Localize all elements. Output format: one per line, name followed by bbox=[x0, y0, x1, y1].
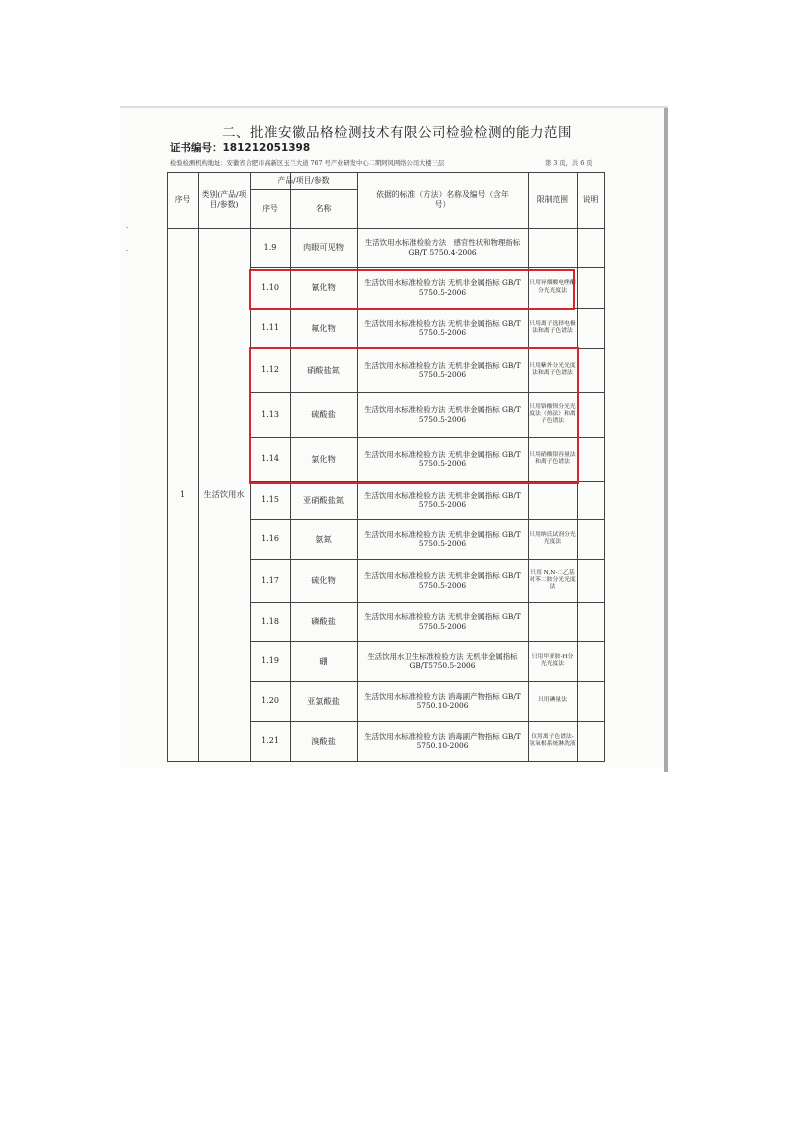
row-standard: 生活饮用水标准检验方法 消毒副产物指标 GB/T 5750.10-2006 bbox=[364, 691, 521, 710]
document-title: 二、批准安徽品格检测技术有限公司检验检测的能力范围 bbox=[222, 125, 572, 141]
row-no: 1.18 bbox=[261, 616, 279, 626]
row-limit: 只用紫外分光光度法和离子色谱法 bbox=[529, 362, 576, 376]
row-no: 1.21 bbox=[261, 736, 279, 745]
row-standard: 生活饮用水标准检验方法 无机非金属指标 GB/T 5750.5-2006 bbox=[364, 571, 521, 590]
group-category: 生活饮用水 bbox=[203, 489, 245, 500]
header-category: 类别(产品/项目/参数) bbox=[201, 190, 247, 209]
row-limit: 只用 N,N-二乙基对苯二胺分光光度法 bbox=[529, 569, 576, 591]
row-limit: 只用铬酸钡分光光度法（热法）和离子色谱法 bbox=[529, 403, 576, 425]
row-standard: 生活饮用水标准检验方法 无机非金属指标 GB/T 5750.5-2006 bbox=[364, 278, 521, 297]
row-limit: 仅用离子色谱法-氢氧根系统淋洗液 bbox=[529, 733, 576, 747]
row-name: 硝酸盐氮 bbox=[307, 364, 340, 375]
row-standard: 生活饮用水标准检验方法 无机非金属指标 GB/T 5750.5-2006 bbox=[364, 318, 521, 337]
scan-speck bbox=[126, 227, 128, 228]
row-name: 磷酸盐 bbox=[311, 616, 336, 627]
row-limit bbox=[529, 481, 576, 519]
row-limit: 只用碘量法 bbox=[538, 697, 567, 704]
row-no: 1.19 bbox=[261, 656, 279, 665]
header-group: 产品/项目/参数 bbox=[277, 175, 330, 185]
group-seq: 1 bbox=[179, 489, 186, 499]
row-name: 氯化物 bbox=[311, 453, 336, 464]
row-standard: 生活饮用水标准检验方法 无机非金属指标 GB/T 5750.5-2006 bbox=[364, 360, 521, 379]
row-standard: 生活饮用水标准检验方法 无机非金属指标 GB/T 5750.5-2006 bbox=[364, 529, 521, 548]
row-no: 1.11 bbox=[261, 323, 279, 332]
row-no: 1.12 bbox=[261, 365, 279, 374]
row-name: 肉眼可见物 bbox=[303, 242, 344, 253]
row-name: 硼 bbox=[319, 655, 328, 666]
lab-address: 检验检测机构地址：安徽省合肥市高新区玉兰大道 767 号产业研发中心二期阿风网络公司大楼三层 bbox=[170, 160, 445, 167]
highlight-box-cyanide bbox=[249, 269, 575, 310]
page-number: 第 3 页，共 6 页 bbox=[545, 160, 593, 167]
row-standard: 生活饮用水标准检验方法 无机非金属指标 GB/T 5750.5-2006 bbox=[364, 405, 521, 424]
row-no: 1.20 bbox=[261, 696, 279, 705]
row-no: 1.16 bbox=[261, 534, 279, 543]
highlight-box-nitrate-sulfate-chloride bbox=[249, 347, 579, 484]
certificate-number: 证书编号：181212051398 bbox=[170, 142, 311, 154]
row-standard: 生活饮用水标准检验方法 无机非金属指标 GB/T 5750.5-2006 bbox=[364, 449, 521, 468]
header-seq: 序号 bbox=[174, 195, 191, 205]
row-name: 氰化物 bbox=[311, 282, 336, 293]
header-note: 说明 bbox=[582, 195, 599, 205]
header-limit: 限制范围 bbox=[536, 195, 569, 205]
row-no: 1.14 bbox=[261, 454, 279, 463]
row-name: 亚氯酸盐 bbox=[307, 695, 340, 706]
row-limit bbox=[529, 602, 576, 641]
page-right-edge bbox=[664, 108, 668, 772]
scan-speck bbox=[126, 250, 128, 251]
row-no: 1.15 bbox=[261, 495, 279, 504]
row-standard: 生活饮用水标准检验方法 无机非金属指标 GB/T 5750.5-2006 bbox=[364, 612, 521, 631]
row-name: 硫酸盐 bbox=[311, 409, 336, 420]
row-no: 1.9 bbox=[263, 242, 277, 252]
row-limit: 只用甲亚胺-H分光光度法 bbox=[531, 653, 574, 667]
row-name: 亚硝酸盐氮 bbox=[303, 494, 344, 505]
row-standard: 生活饮用水卫生标准检验方法 无机非金属指标 GB/T5750.5-2006 bbox=[367, 651, 518, 670]
row-name: 氨氮 bbox=[315, 533, 332, 544]
row-standard: 生活饮用水标准检验方法 消毒副产物指标 GB/T 5750.10-2006 bbox=[364, 731, 521, 750]
row-name: 硫化物 bbox=[311, 575, 336, 586]
row-limit: 只用硝酸银容量法和离子色谱法 bbox=[529, 451, 576, 465]
row-limit bbox=[529, 228, 576, 267]
row-standard: 生活饮用水标准检验方法 感官性状和物理指标 GB/T 5750.4-2006 bbox=[364, 238, 521, 257]
header-name: 名称 bbox=[315, 203, 332, 213]
row-limit: 只用异烟酸电唑酮分光光度法 bbox=[529, 280, 576, 294]
row-no: 1.13 bbox=[261, 409, 279, 419]
row-limit: 只用离子选择电极法和离子色谱法 bbox=[529, 320, 576, 334]
header-standard: 依据的标准（方法）名称及编号（含年号） bbox=[376, 190, 509, 209]
page-top-edge bbox=[120, 106, 668, 108]
row-no: 1.17 bbox=[261, 575, 279, 585]
row-standard: 生活饮用水标准检验方法 无机非金属指标 GB/T 5750.5-2006 bbox=[364, 490, 521, 509]
row-no: 1.10 bbox=[261, 282, 279, 292]
header-sub-seq: 序号 bbox=[262, 203, 278, 213]
row-name: 氟化物 bbox=[311, 322, 336, 333]
row-name: 溴酸盐 bbox=[311, 735, 336, 746]
row-limit: 只用纳氏试剂分光光度法 bbox=[529, 531, 576, 545]
